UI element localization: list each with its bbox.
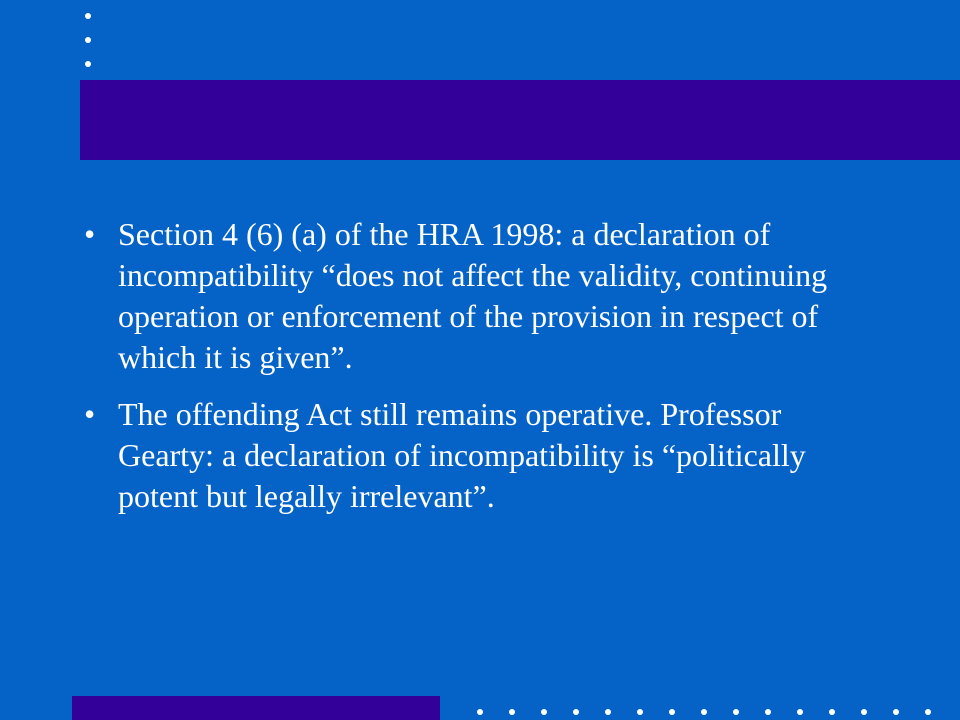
- decorative-dot: [669, 709, 675, 715]
- decorative-dot: [765, 709, 771, 715]
- decorative-dot: [605, 709, 611, 715]
- bullet-text: Section 4 (6) (a) of the HRA 1998: a declaration of incompatibility “does not affect the validity, continuing operation or enforcement of the provision in respect of which it is given”.: [118, 216, 828, 375]
- decorative-dot: [541, 709, 547, 715]
- bullet-mark: •: [84, 216, 96, 252]
- bullet-item: [80, 394, 880, 517]
- decorative-dot: [85, 61, 91, 67]
- decorative-dot: [797, 709, 803, 715]
- decorative-dot: [925, 709, 931, 715]
- decorative-dot: [85, 13, 91, 19]
- bullet-list: [80, 214, 880, 533]
- decorative-dot: [573, 709, 579, 715]
- bullet-mark: •: [84, 396, 96, 432]
- decorative-dot: [733, 709, 739, 715]
- decorative-dot: [861, 709, 867, 715]
- decorative-dot: [509, 709, 515, 715]
- decorative-dot: [701, 709, 707, 715]
- bullet-text: The offending Act still remains operative. Professor Gearty: a declaration of incompatibility is “politically potent but legally irrelevant”.: [118, 396, 806, 514]
- decorative-dot: [637, 709, 643, 715]
- decorative-dot: [477, 709, 483, 715]
- bottom-band: [72, 696, 440, 720]
- title-band: [80, 80, 960, 160]
- decorative-dot: [893, 709, 899, 715]
- bullet-item: [80, 214, 880, 378]
- decorative-dot: [829, 709, 835, 715]
- decorative-dot: [85, 37, 91, 43]
